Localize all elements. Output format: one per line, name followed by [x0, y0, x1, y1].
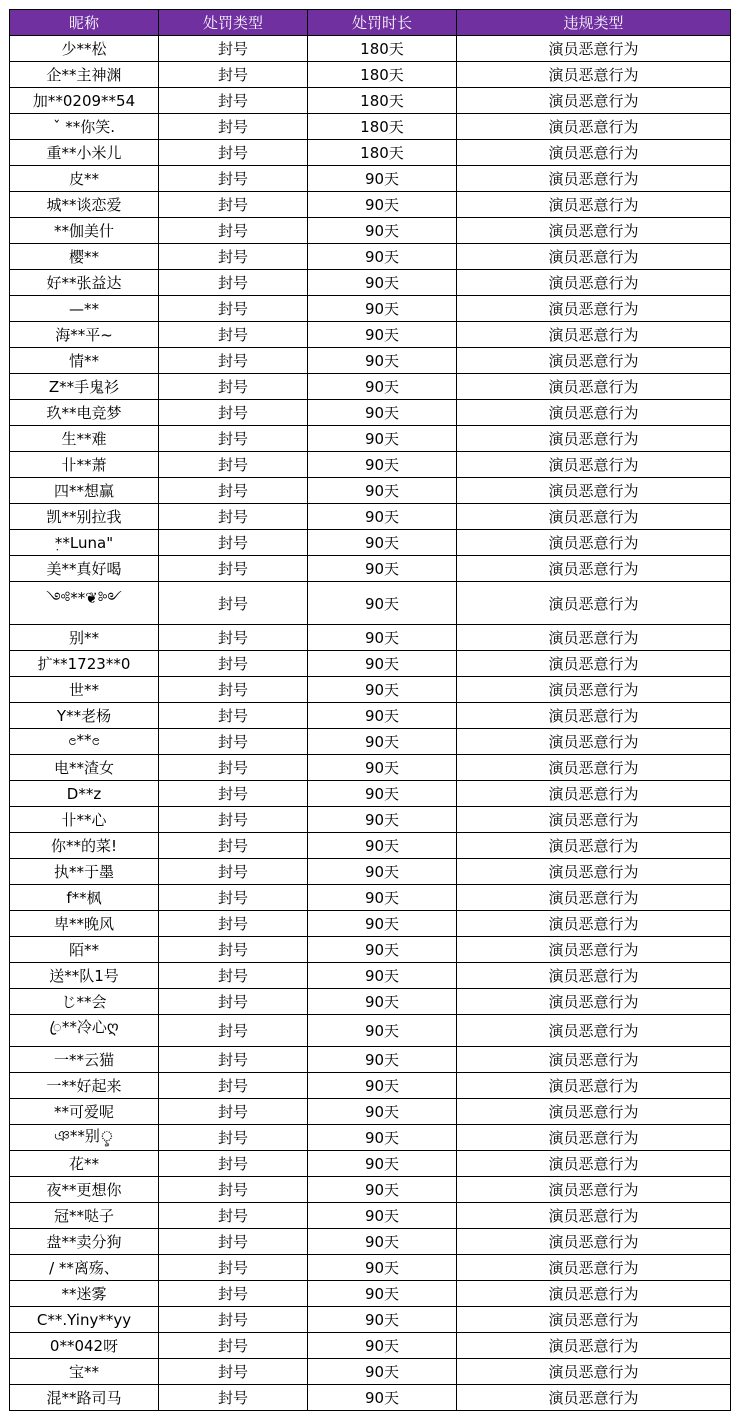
- cell-penalty-type: 封号: [159, 166, 308, 192]
- cell-nickname: 电**渣女: [10, 755, 159, 781]
- cell-violation-type: 演员恶意行为: [457, 1177, 731, 1203]
- table-row: [10, 989, 731, 1015]
- header-penalty-duration: 处罚时长: [308, 10, 457, 36]
- cell-violation-type: 演员恶意行为: [457, 807, 731, 833]
- cell-penalty-type: 封号: [159, 374, 308, 400]
- cell-penalty-type: 封号: [159, 1203, 308, 1229]
- cell-nickname: 玖**电竞梦: [10, 400, 159, 426]
- cell-nickname: 盘**卖分狗: [10, 1229, 159, 1255]
- cell-violation-type: 演员恶意行为: [457, 452, 731, 478]
- cell-penalty-duration: 90天: [308, 1177, 457, 1203]
- table-row: [10, 556, 731, 582]
- cell-penalty-type: 封号: [159, 1151, 308, 1177]
- cell-penalty-duration: 90天: [308, 426, 457, 452]
- cell-nickname: 别**: [10, 625, 159, 651]
- header-penalty-type: 处罚类型: [159, 10, 308, 36]
- cell-penalty-duration: 90天: [308, 963, 457, 989]
- cell-nickname: 海**平~: [10, 322, 159, 348]
- cell-violation-type: 演员恶意行为: [457, 348, 731, 374]
- cell-nickname: ঞ**别ৢ: [10, 1125, 159, 1151]
- cell-nickname: 重**小米儿: [10, 140, 159, 166]
- table-row: [10, 937, 731, 963]
- cell-violation-type: 演员恶意行为: [457, 989, 731, 1015]
- cell-violation-type: 演员恶意行为: [457, 885, 731, 911]
- cell-penalty-type: 封号: [159, 1073, 308, 1099]
- cell-penalty-type: 封号: [159, 1125, 308, 1151]
- cell-penalty-duration: 90天: [308, 166, 457, 192]
- cell-nickname: 生**难: [10, 426, 159, 452]
- cell-penalty-duration: 90天: [308, 911, 457, 937]
- cell-penalty-type: 封号: [159, 703, 308, 729]
- cell-nickname: 企**主神渊: [10, 62, 159, 88]
- cell-nickname: 皮**: [10, 166, 159, 192]
- cell-violation-type: 演员恶意行为: [457, 833, 731, 859]
- cell-violation-type: 演员恶意行为: [457, 478, 731, 504]
- cell-nickname: 卝**萧: [10, 452, 159, 478]
- cell-penalty-duration: 90天: [308, 296, 457, 322]
- table-row: [10, 1307, 731, 1333]
- cell-violation-type: 演员恶意行为: [457, 400, 731, 426]
- cell-violation-type: 演员恶意行为: [457, 530, 731, 556]
- cell-penalty-type: 封号: [159, 885, 308, 911]
- table-row: [10, 1281, 731, 1307]
- cell-penalty-type: 封号: [159, 911, 308, 937]
- cell-penalty-type: 封号: [159, 807, 308, 833]
- table-row: [10, 1099, 731, 1125]
- cell-violation-type: 演员恶意行为: [457, 1307, 731, 1333]
- cell-penalty-duration: 90天: [308, 729, 457, 755]
- table-row: [10, 62, 731, 88]
- cell-violation-type: 演员恶意行为: [457, 963, 731, 989]
- cell-penalty-type: 封号: [159, 400, 308, 426]
- cell-penalty-type: 封号: [159, 556, 308, 582]
- cell-penalty-type: 封号: [159, 963, 308, 989]
- cell-violation-type: 演员恶意行为: [457, 677, 731, 703]
- cell-violation-type: 演员恶意行为: [457, 192, 731, 218]
- cell-violation-type: 演员恶意行为: [457, 218, 731, 244]
- header-row: [10, 10, 731, 36]
- cell-violation-type: 演员恶意行为: [457, 88, 731, 114]
- cell-penalty-duration: 90天: [308, 348, 457, 374]
- cell-nickname: ၔ**ၔ: [10, 729, 159, 755]
- cell-violation-type: 演员恶意行为: [457, 781, 731, 807]
- table-row: [10, 625, 731, 651]
- cell-penalty-duration: 180天: [308, 62, 457, 88]
- table-row: [10, 1229, 731, 1255]
- cell-penalty-duration: 90天: [308, 625, 457, 651]
- cell-nickname: 花**: [10, 1151, 159, 1177]
- table-row: [10, 807, 731, 833]
- table-row: [10, 244, 731, 270]
- cell-penalty-duration: 90天: [308, 1047, 457, 1073]
- cell-nickname: 混**路司马: [10, 1385, 159, 1411]
- cell-penalty-type: 封号: [159, 140, 308, 166]
- cell-penalty-duration: 90天: [308, 1015, 457, 1047]
- cell-nickname: 卑**晚风: [10, 911, 159, 937]
- table-row: [10, 885, 731, 911]
- cell-violation-type: 演员恶意行为: [457, 937, 731, 963]
- cell-penalty-duration: 90天: [308, 1281, 457, 1307]
- table-row: [10, 348, 731, 374]
- cell-nickname: 樱**: [10, 244, 159, 270]
- table-row: [10, 703, 731, 729]
- table-row: [10, 1177, 731, 1203]
- cell-penalty-duration: 180天: [308, 140, 457, 166]
- table-row: [10, 192, 731, 218]
- cell-violation-type: 演员恶意行为: [457, 859, 731, 885]
- cell-penalty-type: 封号: [159, 218, 308, 244]
- cell-violation-type: 演员恶意行为: [457, 374, 731, 400]
- table-row: [10, 833, 731, 859]
- table-row: [10, 963, 731, 989]
- penalty-table: [9, 9, 731, 1411]
- cell-penalty-duration: 90天: [308, 937, 457, 963]
- cell-violation-type: 演员恶意行为: [457, 1359, 731, 1385]
- cell-penalty-duration: 90天: [308, 478, 457, 504]
- cell-nickname: **伽美什: [10, 218, 159, 244]
- header-violation-type: 违规类型: [457, 10, 731, 36]
- cell-nickname: 一**云猫: [10, 1047, 159, 1073]
- cell-nickname: 好**张益达: [10, 270, 159, 296]
- table-row: [10, 1151, 731, 1177]
- cell-penalty-type: 封号: [159, 1099, 308, 1125]
- cell-violation-type: 演员恶意行为: [457, 140, 731, 166]
- cell-penalty-type: 封号: [159, 322, 308, 348]
- cell-violation-type: 演员恶意行为: [457, 114, 731, 140]
- table-row: [10, 1047, 731, 1073]
- header-nickname: 昵称: [10, 10, 159, 36]
- cell-violation-type: 演员恶意行为: [457, 556, 731, 582]
- cell-penalty-duration: 90天: [308, 1359, 457, 1385]
- table-row: [10, 322, 731, 348]
- table-row: [10, 166, 731, 192]
- cell-penalty-type: 封号: [159, 244, 308, 270]
- table-row: [10, 36, 731, 62]
- table-row: [10, 1073, 731, 1099]
- cell-nickname: 冠**哒子: [10, 1203, 159, 1229]
- table-row: [10, 270, 731, 296]
- cell-nickname: 情**: [10, 348, 159, 374]
- cell-violation-type: 演员恶意行为: [457, 911, 731, 937]
- cell-penalty-type: 封号: [159, 1359, 308, 1385]
- cell-penalty-duration: 90天: [308, 192, 457, 218]
- table-row: [10, 140, 731, 166]
- cell-penalty-type: 封号: [159, 729, 308, 755]
- cell-penalty-duration: 90天: [308, 1333, 457, 1359]
- table-row: [10, 911, 731, 937]
- cell-penalty-duration: 90天: [308, 218, 457, 244]
- cell-penalty-type: 封号: [159, 452, 308, 478]
- cell-nickname: D**z: [10, 781, 159, 807]
- cell-violation-type: 演员恶意行为: [457, 755, 731, 781]
- table-row: [10, 88, 731, 114]
- cell-nickname: じ**会: [10, 989, 159, 1015]
- cell-penalty-type: 封号: [159, 478, 308, 504]
- cell-penalty-duration: 180天: [308, 88, 457, 114]
- table-row: [10, 218, 731, 244]
- cell-penalty-type: 封号: [159, 426, 308, 452]
- cell-nickname: 你**的菜!: [10, 833, 159, 859]
- cell-penalty-duration: 90天: [308, 677, 457, 703]
- cell-penalty-duration: 90天: [308, 582, 457, 625]
- cell-violation-type: 演员恶意行为: [457, 1073, 731, 1099]
- table-row: [10, 1359, 731, 1385]
- cell-nickname: ꦿ**冷心ღ: [10, 1015, 159, 1047]
- table-row: [10, 781, 731, 807]
- cell-penalty-duration: 90天: [308, 1125, 457, 1151]
- cell-penalty-duration: 90天: [308, 1255, 457, 1281]
- cell-nickname: **可爱呢: [10, 1099, 159, 1125]
- cell-penalty-duration: 90天: [308, 1203, 457, 1229]
- cell-penalty-duration: 90天: [308, 703, 457, 729]
- cell-violation-type: 演员恶意行为: [457, 270, 731, 296]
- cell-violation-type: 演员恶意行为: [457, 729, 731, 755]
- cell-nickname: ٜ**Luna": [10, 530, 159, 556]
- cell-violation-type: 演员恶意行为: [457, 1015, 731, 1047]
- cell-nickname: Z**手鬼衫: [10, 374, 159, 400]
- cell-violation-type: 演员恶意行为: [457, 1281, 731, 1307]
- cell-nickname: 宝**: [10, 1359, 159, 1385]
- cell-violation-type: 演员恶意行为: [457, 296, 731, 322]
- cell-violation-type: 演员恶意行为: [457, 244, 731, 270]
- cell-penalty-type: 封号: [159, 348, 308, 374]
- cell-nickname: f**枫: [10, 885, 159, 911]
- cell-penalty-duration: 90天: [308, 1307, 457, 1333]
- cell-violation-type: 演员恶意行为: [457, 1203, 731, 1229]
- table-row: [10, 530, 731, 556]
- cell-nickname: ˇ **你笑.: [10, 114, 159, 140]
- table-row: [10, 114, 731, 140]
- cell-penalty-duration: 90天: [308, 556, 457, 582]
- cell-penalty-type: 封号: [159, 1281, 308, 1307]
- cell-nickname: 城**谈恋爱: [10, 192, 159, 218]
- cell-penalty-type: 封号: [159, 1385, 308, 1411]
- cell-penalty-type: 封号: [159, 1255, 308, 1281]
- table-row: [10, 651, 731, 677]
- cell-violation-type: 演员恶意行为: [457, 1047, 731, 1073]
- cell-penalty-duration: 90天: [308, 1073, 457, 1099]
- cell-violation-type: 演员恶意行为: [457, 1125, 731, 1151]
- cell-nickname: 世**: [10, 677, 159, 703]
- cell-violation-type: 演员恶意行为: [457, 1099, 731, 1125]
- cell-violation-type: 演员恶意行为: [457, 625, 731, 651]
- table-row: [10, 1125, 731, 1151]
- table-row: [10, 1333, 731, 1359]
- cell-nickname: 扩**1723**0: [10, 651, 159, 677]
- cell-nickname: Y**老杨: [10, 703, 159, 729]
- table-row: [10, 478, 731, 504]
- cell-penalty-type: 封号: [159, 1333, 308, 1359]
- cell-penalty-type: 封号: [159, 62, 308, 88]
- cell-penalty-duration: 90天: [308, 374, 457, 400]
- cell-penalty-type: 封号: [159, 859, 308, 885]
- cell-penalty-duration: 90天: [308, 1151, 457, 1177]
- table-row: [10, 1203, 731, 1229]
- cell-nickname: 一**好起来: [10, 1073, 159, 1099]
- cell-penalty-duration: 90天: [308, 1099, 457, 1125]
- cell-penalty-type: 封号: [159, 755, 308, 781]
- cell-penalty-duration: 90天: [308, 244, 457, 270]
- cell-penalty-type: 封号: [159, 192, 308, 218]
- cell-penalty-duration: 90天: [308, 400, 457, 426]
- cell-penalty-type: 封号: [159, 1229, 308, 1255]
- cell-penalty-type: 封号: [159, 582, 308, 625]
- cell-violation-type: 演员恶意行为: [457, 166, 731, 192]
- cell-penalty-type: 封号: [159, 651, 308, 677]
- cell-nickname: —**: [10, 296, 159, 322]
- table-row: [10, 400, 731, 426]
- cell-violation-type: 演员恶意行为: [457, 62, 731, 88]
- cell-violation-type: 演员恶意行为: [457, 582, 731, 625]
- cell-penalty-duration: 90天: [308, 781, 457, 807]
- cell-nickname: C**.Yiny**yy: [10, 1307, 159, 1333]
- cell-penalty-duration: 90天: [308, 833, 457, 859]
- cell-penalty-type: 封号: [159, 1177, 308, 1203]
- table-row: [10, 296, 731, 322]
- cell-penalty-duration: 90天: [308, 807, 457, 833]
- cell-penalty-duration: 90天: [308, 1229, 457, 1255]
- cell-penalty-type: 封号: [159, 989, 308, 1015]
- cell-violation-type: 演员恶意行为: [457, 1229, 731, 1255]
- cell-violation-type: 演员恶意行为: [457, 36, 731, 62]
- cell-nickname: 加**0209**54: [10, 88, 159, 114]
- cell-violation-type: 演员恶意行为: [457, 1151, 731, 1177]
- cell-penalty-duration: 90天: [308, 1385, 457, 1411]
- cell-nickname: / **离殇、: [10, 1255, 159, 1281]
- cell-nickname: 送**队1号: [10, 963, 159, 989]
- cell-penalty-type: 封号: [159, 1307, 308, 1333]
- cell-nickname: 卝**心: [10, 807, 159, 833]
- table-row: [10, 1015, 731, 1047]
- table-row: [10, 729, 731, 755]
- cell-violation-type: 演员恶意行为: [457, 1333, 731, 1359]
- cell-penalty-type: 封号: [159, 36, 308, 62]
- cell-penalty-duration: 90天: [308, 859, 457, 885]
- cell-penalty-duration: 90天: [308, 755, 457, 781]
- table-row: [10, 582, 731, 625]
- cell-penalty-duration: 180天: [308, 114, 457, 140]
- cell-nickname: **迷雾: [10, 1281, 159, 1307]
- cell-nickname: 少**松: [10, 36, 159, 62]
- cell-nickname: ༺**❦༻: [10, 582, 159, 625]
- cell-penalty-type: 封号: [159, 88, 308, 114]
- table-row: [10, 426, 731, 452]
- cell-violation-type: 演员恶意行为: [457, 1385, 731, 1411]
- cell-penalty-type: 封号: [159, 530, 308, 556]
- cell-violation-type: 演员恶意行为: [457, 703, 731, 729]
- cell-nickname: 美**真好喝: [10, 556, 159, 582]
- cell-penalty-type: 封号: [159, 625, 308, 651]
- cell-penalty-type: 封号: [159, 1047, 308, 1073]
- cell-penalty-type: 封号: [159, 114, 308, 140]
- cell-penalty-duration: 90天: [308, 989, 457, 1015]
- cell-nickname: 夜**更想你: [10, 1177, 159, 1203]
- cell-penalty-duration: 90天: [308, 651, 457, 677]
- table-row: [10, 504, 731, 530]
- cell-penalty-type: 封号: [159, 504, 308, 530]
- cell-nickname: 陌**: [10, 937, 159, 963]
- cell-penalty-type: 封号: [159, 296, 308, 322]
- cell-violation-type: 演员恶意行为: [457, 651, 731, 677]
- cell-penalty-type: 封号: [159, 833, 308, 859]
- cell-penalty-type: 封号: [159, 270, 308, 296]
- cell-penalty-duration: 90天: [308, 530, 457, 556]
- cell-violation-type: 演员恶意行为: [457, 504, 731, 530]
- cell-penalty-type: 封号: [159, 781, 308, 807]
- cell-penalty-duration: 90天: [308, 270, 457, 296]
- cell-violation-type: 演员恶意行为: [457, 1255, 731, 1281]
- cell-nickname: 凯**别拉我: [10, 504, 159, 530]
- table-row: [10, 374, 731, 400]
- table-row: [10, 452, 731, 478]
- table-row: [10, 677, 731, 703]
- cell-nickname: 四**想赢: [10, 478, 159, 504]
- cell-penalty-type: 封号: [159, 1015, 308, 1047]
- cell-penalty-duration: 90天: [308, 504, 457, 530]
- table-row: [10, 1255, 731, 1281]
- table-row: [10, 859, 731, 885]
- cell-nickname: 0**042呀: [10, 1333, 159, 1359]
- cell-penalty-duration: 90天: [308, 322, 457, 348]
- cell-violation-type: 演员恶意行为: [457, 322, 731, 348]
- cell-penalty-type: 封号: [159, 937, 308, 963]
- cell-penalty-type: 封号: [159, 677, 308, 703]
- cell-penalty-duration: 180天: [308, 36, 457, 62]
- table-row: [10, 755, 731, 781]
- cell-penalty-duration: 90天: [308, 885, 457, 911]
- cell-nickname: 执**于墨: [10, 859, 159, 885]
- cell-violation-type: 演员恶意行为: [457, 426, 731, 452]
- cell-penalty-duration: 90天: [308, 452, 457, 478]
